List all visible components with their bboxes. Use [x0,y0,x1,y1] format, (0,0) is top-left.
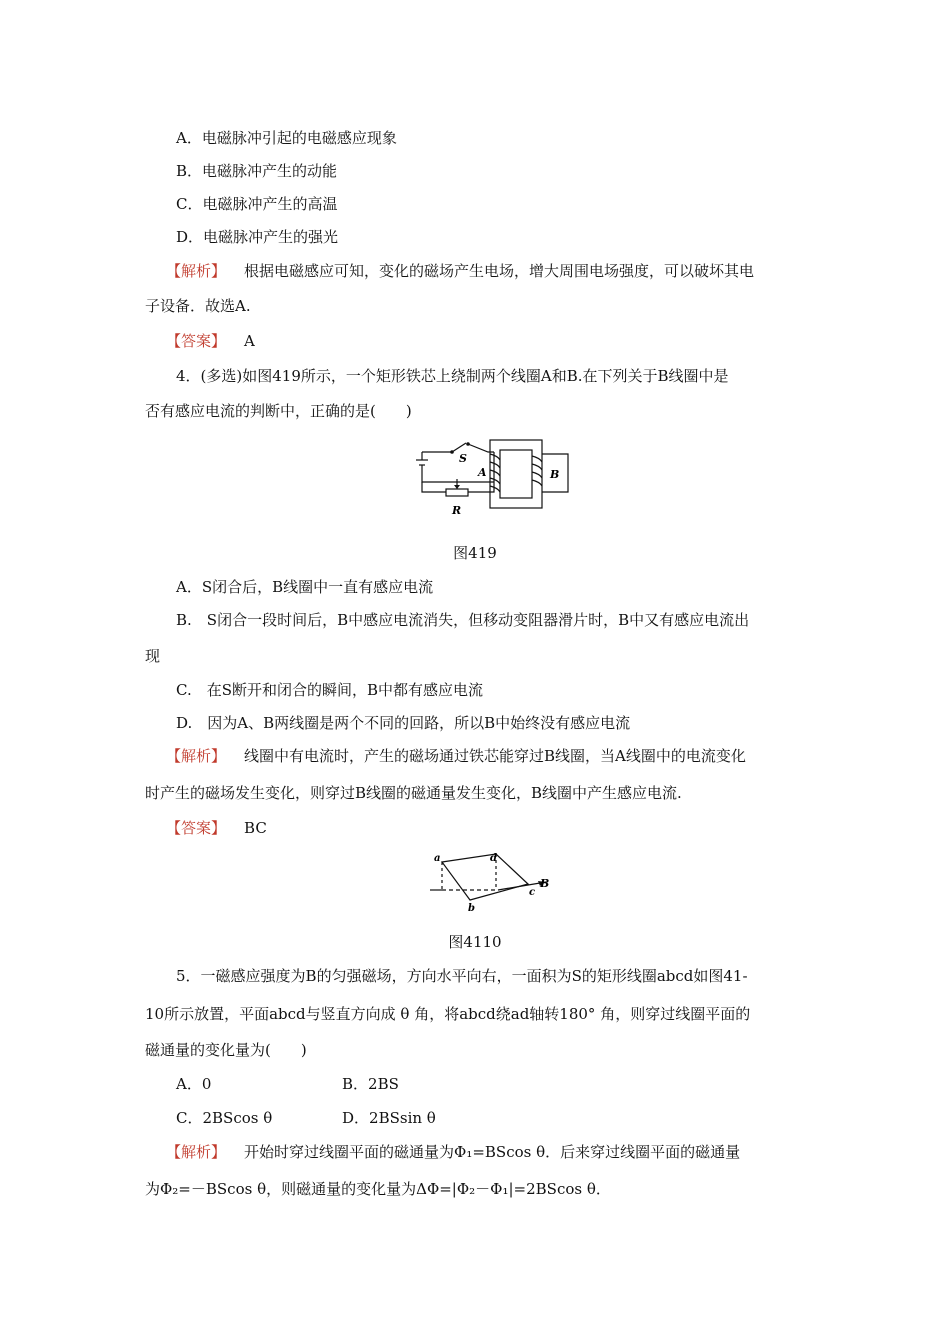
q4-answer: 【答案】 BC [166,819,267,837]
q5-analysis-cont: 为Φ₂=－BScos θ，则磁通量的变化量为ΔΦ=|Φ₂－Φ₁|=2BScos θ． [145,1180,611,1198]
label-coil-a: A [478,466,487,479]
q3-analysis: 【解析】 根据电磁感应可知，变化的磁场产生电场，增大周围电场强度，可以破坏其电 [166,262,755,280]
label-switch: S [459,452,467,465]
label-field-b: B [540,877,550,890]
analysis-label: 【解析】 [166,1143,227,1161]
q4-option-a: A．S闭合后，B线圈中一直有感应电流 [176,578,434,596]
figure-419-circuit [412,434,584,520]
q4-option-c: C. 在S断开和闭合的瞬间，B中都有感应电流 [176,681,484,699]
analysis-label: 【解析】 [166,747,227,765]
switch-arm [452,443,466,452]
label-coil-b: B [550,468,560,481]
figure-4110-caption: 图4110 [448,933,502,951]
q4-option-b-cont: 现 [145,647,161,665]
q3-option-a: A．电磁脉冲引起的电磁感应现象 [176,129,397,147]
q4-analysis: 【解析】 线圈中有电流时，产生的磁场通过铁芯能穿过B线圈，当A线圈中的电流变化 [166,747,746,765]
q3-answer: 【答案】 A [166,332,255,350]
label-a: a [434,853,441,864]
q4-analysis-cont: 时产生的磁场发生变化，则穿过B线圈的磁通量发生变化，B线圈中产生感应电流. [145,784,682,802]
label-rheostat: R [452,504,462,517]
q4-stem-cont: 否有感应电流的判断中，正确的是( ) [145,402,412,420]
q3-option-c: C．电磁脉冲产生的高温 [176,195,338,213]
figure-4110-diagram [428,848,560,914]
q5-stem-cont-2: 磁通量的变化量为( ) [145,1041,307,1059]
q5-option-c: C．2BScos θ [176,1109,273,1127]
q5-analysis: 【解析】 开始时穿过线圈平面的磁通量为Φ₁=BScos θ．后来穿过线圈平面的磁通量 [166,1143,741,1161]
q5-stem: 5．一磁感应强度为B的匀强磁场，方向水平向右，一面积为S的矩形线圈abcd如图41- [176,967,748,985]
q5-option-b: B．2BS [342,1075,399,1093]
analysis-label: 【解析】 [166,262,227,280]
q5-stem-cont-1: 10所示放置，平面abcd与竖直方向成 θ 角，将abcd绕ad轴转180° 角，则穿过线圈平面的 [145,1005,751,1023]
q5-option-a: A．0 [176,1075,212,1093]
label-d: d [490,853,497,864]
figure-419-caption: 图419 [453,544,497,562]
label-c: c [529,887,536,898]
q5-option-d: D．2BSsin θ [342,1109,436,1127]
label-b: b [468,903,475,914]
q4-option-b: B. S闭合一段时间后，B中感应电流消失，但移动变阻器滑片时，B中又有感应电流出 [176,611,750,629]
q4-option-d: D. 因为A、B两线圈是两个不同的回路，所以B中始终没有感应电流 [176,714,631,732]
q4-stem: 4．(多选)如图419所示，一个矩形铁芯上绕制两个线圈A和B.在下列关于B线圈中是 [176,367,729,385]
answer-label: 【答案】 [166,332,227,350]
answer-label: 【答案】 [166,819,227,837]
q3-option-b: B．电磁脉冲产生的动能 [176,162,338,180]
q3-analysis-cont: 子设备．故选A. [145,297,251,315]
q3-option-d: D．电磁脉冲产生的强光 [176,228,339,246]
